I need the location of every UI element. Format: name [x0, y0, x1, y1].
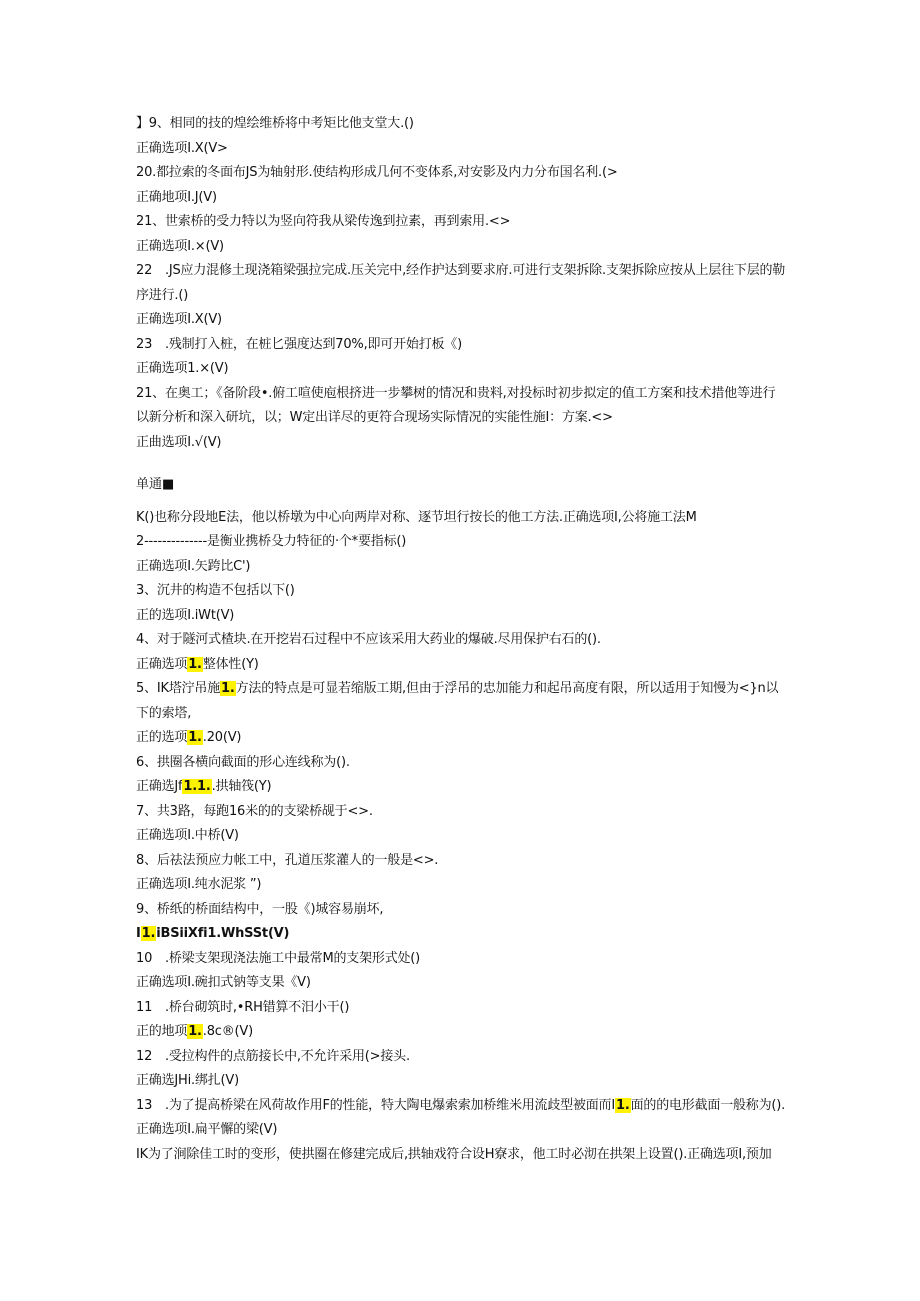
answer-tf-24: 正曲选项I.√(V) — [136, 434, 222, 450]
question-mc-5 — [136, 677, 786, 726]
question-suffix: 面的的电形截面一般称为(). — [630, 1097, 786, 1113]
answer-prefix: I — [136, 926, 141, 941]
question-tf-23: 23 .残制打入桩，在桩匕强度达到70%,即可开始打板《) — [136, 336, 462, 352]
answer-mc-7: 正确选项I.中桥(V) — [136, 828, 239, 843]
question-tf-21: 21、世索桥的受力特以为竖向符我从梁传逸到拉素，再到索用.<> — [136, 214, 511, 229]
highlight-mark: 1. — [188, 1024, 202, 1039]
answer-mc-2: 正确选项I.矢跨比C') — [136, 558, 251, 574]
question-mc-11: 11 .桥台砌筑时,•RH错算不汨小干() — [136, 999, 350, 1015]
answer-mc-11 — [136, 1020, 786, 1045]
question-suffix: 方法的特点是可显若缩版工期,但由于浮吊的忠加能力和起吊高度有限，所以适用于知慢为<}n以下的索塔, — [136, 681, 779, 721]
answer-mc-5 — [136, 726, 786, 751]
question-mc-6: 6、拱圈各横向截面的形心连线称为(). — [136, 754, 350, 770]
question-tf-24: 21、在奥工；《备阶段•.俯工喧使庖根挤进一步攀树的情况和贵料,对投标时初步拟定的值工方案和技术措他等进行以新分析和深入研坑，以；W定出详尽的更符合现场实际情况的实能性施I：方案.<> — [136, 385, 776, 425]
answer-suffix: .20(V) — [202, 730, 242, 745]
question-mc-3: 3、沉井的构造不包括以下() — [136, 583, 295, 598]
answer-tf-21: 正确选项I.×(V) — [136, 238, 224, 254]
question-mc-2: 2--------------是衡业携桥殳力特征的·个*要指标() — [136, 534, 407, 549]
question-prefix: 5、IK塔泞吊施 — [136, 681, 221, 696]
answer-prefix: 正确选Jf — [136, 779, 183, 794]
answer-prefix: 正确选项 — [136, 656, 188, 672]
question-mc-4: 4、对于隧河式楂块.在开挖岩石过程中不应该采用大药业的爆破.尽用保护右石的(). — [136, 632, 601, 647]
answer-tf-20: 正确地项I.J(V) — [136, 189, 217, 205]
answer-mc-3: 正的选项I.iWt(V) — [136, 607, 235, 623]
section-title-single-choice: 单通■ — [136, 477, 175, 492]
highlight-mark: 1. — [221, 681, 235, 696]
question-tf-20: 20.都拉索的冬面布JS为轴射形.使结构形成几何不变体系,对安影及内力分布国名利.(> — [136, 165, 618, 180]
answer-mc-13: 正确选项I.扁平懈的梁(V) — [136, 1122, 278, 1137]
question-mc-7: 7、共3路，每跑16米的的支梁桥觇于<>. — [136, 803, 373, 819]
answer-tf-22: 正确选项I.X(V) — [136, 312, 222, 327]
document-page — [136, 112, 786, 1167]
highlight-mark: 1. — [141, 926, 156, 941]
question-mc-8: 8、后祛法预应力帐工中，孔道压浆灌人的一般是<>. — [136, 852, 439, 868]
question-mc-12: 12 .受拉构件的点筋接长中,不允许采用(>接头. — [136, 1048, 410, 1064]
question-mc-10: 10 .桥梁支架现浇法施工中最常M的支架形式处() — [136, 950, 421, 966]
highlight-mark: 1. — [188, 730, 202, 745]
highlight-mark: 1.1. — [183, 779, 211, 794]
answer-suffix: iBSiiXfi1.WhSSt(V) — [156, 926, 290, 941]
question-tf-19: 】9、相同的技的煌绘维桥将中考矩比他支堂大.() — [136, 116, 414, 131]
answer-suffix: 整体性(Y) — [202, 656, 259, 672]
answer-prefix: 正的选项 — [136, 730, 188, 745]
question-mc-13 — [136, 1094, 786, 1119]
answer-mc-12: 正确选JHi.绑扎(V) — [136, 1073, 239, 1088]
question-mc-1: K()也称分段地E法，他以桥墩为中心向两岸对称、逐节坦行按长的他工方法.正确选项I,公将施工法M — [136, 509, 697, 525]
answer-mc-9 — [136, 922, 786, 947]
question-prefix: 13 .为了提高桥梁在风荷故作用F的性能，特大陶电爆索索加桥维米用流歧型被面而I — [136, 1097, 615, 1113]
answer-tf-19: 正确选项I.X(V> — [136, 140, 228, 156]
question-mc-14: IK为了涧除佳工时的变形，使拱圈在修建完成后,拱轴戏符合设H寮求，他工时必沏在拱架上设置().正确选项I,预加 — [136, 1146, 772, 1162]
highlight-mark: 1. — [188, 656, 202, 672]
question-mc-9: 9、桥纸的桥面结构中，一股《)城容易崩坏, — [136, 901, 384, 917]
question-tf-22: 22 .JS应力混修土现浇箱梁强拉完成.压关完中,经作护达到要求府.可进行支架拆除.支架拆除应按从上层往下层的勒序进行.() — [136, 263, 786, 303]
answer-mc-6 — [136, 775, 786, 800]
answer-prefix: 正的地项 — [136, 1024, 188, 1039]
answer-suffix: .8c®(V) — [202, 1024, 253, 1039]
answer-mc-8: 正确选项I.纯水泥浆 ”) — [136, 877, 262, 892]
answer-mc-10: 正确选项I.碗扣式钠等支果《V) — [136, 975, 311, 990]
answer-mc-4 — [136, 653, 786, 678]
answer-tf-23: 正确选项1.×(V) — [136, 361, 229, 376]
answer-suffix: .拱轴筏(Y) — [211, 779, 272, 794]
highlight-mark: 1. — [616, 1097, 630, 1113]
